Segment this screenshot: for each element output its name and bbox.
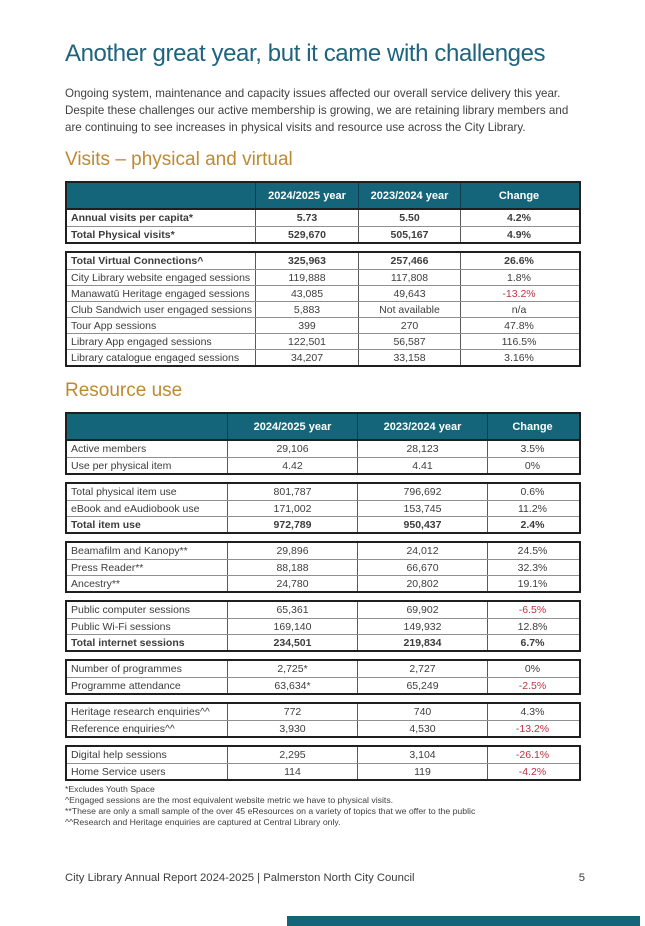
table-row (67, 317, 579, 333)
cell-change: -6.5% (487, 602, 577, 618)
cell-change: 32.3% (487, 560, 577, 575)
row-label: Digital help sessions (71, 749, 167, 761)
row-label: Home Service users (71, 765, 166, 778)
row-label: Public computer sessions (71, 604, 191, 616)
cell-v1: 972,789 (227, 517, 357, 532)
column-header (67, 183, 255, 208)
table-row (67, 543, 579, 559)
row-label: Tour App sessions (71, 319, 157, 332)
cell-v1: 43,085 (255, 286, 358, 301)
cell-v2: 28,123 (357, 441, 487, 457)
table-row (67, 210, 579, 226)
cell-v1: 801,787 (227, 484, 357, 500)
table-row (67, 441, 579, 457)
cell-v1: 29,896 (227, 543, 357, 559)
table-group (65, 600, 581, 652)
table-row (67, 575, 579, 591)
cell-v2: 119 (357, 764, 487, 779)
cell-v1: 119,888 (255, 270, 358, 285)
column-header: 2023/2024 year (357, 414, 487, 439)
table-group (65, 541, 581, 593)
row-label: Total item use (71, 518, 141, 531)
cell-v2: 117,808 (358, 270, 460, 285)
table-row (67, 253, 579, 269)
cell-change: -13.2% (460, 286, 577, 301)
table-row (67, 333, 579, 349)
cell-change: 26.6% (460, 253, 577, 269)
row-label: Annual visits per capita* (71, 212, 193, 224)
table-row (67, 618, 579, 634)
row-label: Use per physical item (71, 459, 172, 472)
table-header-row (65, 181, 581, 208)
cell-v2: 3,104 (357, 747, 487, 763)
cell-change: 1.8% (460, 270, 577, 285)
cell-change: 4.9% (460, 227, 577, 242)
table-group (65, 482, 581, 534)
cell-v1: 3,930 (227, 721, 357, 736)
cell-v1: 169,140 (227, 619, 357, 634)
cell-v2: 24,012 (357, 543, 487, 559)
table-row (67, 747, 579, 763)
section-heading: Resource use (65, 380, 183, 401)
table-group (65, 439, 581, 475)
cell-v1: 772 (227, 704, 357, 720)
cell-v2: 4.41 (357, 458, 487, 473)
row-label: Heritage research enquiries^^ (71, 706, 210, 718)
table-row (67, 285, 579, 301)
row-label: Club Sandwich user engaged sessions (71, 303, 252, 316)
column-header: Change (460, 183, 577, 208)
row-label: eBook and eAudiobook use (71, 502, 200, 515)
cell-change: -4.2% (487, 764, 577, 779)
row-label: Reference enquiries^^ (71, 722, 175, 735)
row-label: Programme attendance (71, 679, 181, 692)
bottom-accent-bar (287, 916, 640, 926)
row-label: Manawatū Heritage engaged sessions (71, 287, 250, 300)
cell-v2: 505,167 (358, 227, 460, 242)
cell-v2: 69,902 (357, 602, 487, 618)
cell-v1: 2,295 (227, 747, 357, 763)
cell-v1: 34,207 (255, 350, 358, 365)
row-label: Ancestry** (71, 577, 121, 590)
table-row (67, 677, 579, 693)
row-label: Total internet sessions (71, 636, 185, 649)
table-group (65, 702, 581, 738)
footnote-line: **These are only a small sample of the over 45 eResources on a variety of topics that we offer to the public (65, 806, 476, 816)
row-label: Press Reader** (71, 561, 144, 574)
table-row (67, 484, 579, 500)
cell-v2: 950,437 (357, 517, 487, 532)
row-label: Active members (71, 443, 147, 455)
cell-v1: 65,361 (227, 602, 357, 618)
table-row (67, 704, 579, 720)
cell-v2: 740 (357, 704, 487, 720)
cell-v1: 24,780 (227, 576, 357, 591)
cell-v2: 270 (358, 318, 460, 333)
table-row (67, 602, 579, 618)
cell-change: 0.6% (487, 484, 577, 500)
cell-v1: 2,725* (227, 661, 357, 677)
cell-v1: 171,002 (227, 501, 357, 516)
column-header: 2023/2024 year (358, 183, 460, 208)
cell-v1: 122,501 (255, 334, 358, 349)
cell-v2: 219,834 (357, 635, 487, 650)
cell-v2: 56,587 (358, 334, 460, 349)
column-header: 2024/2025 year (255, 183, 358, 208)
cell-change: 19.1% (487, 576, 577, 591)
cell-change: -26.1% (487, 747, 577, 763)
row-label: Total physical item use (71, 486, 177, 498)
row-label: Total Physical visits* (71, 228, 175, 241)
table-row (67, 349, 579, 365)
cell-v2: 153,745 (357, 501, 487, 516)
column-header: Change (487, 414, 577, 439)
table-group (65, 251, 581, 367)
footer-text: City Library Annual Report 2024-2025 | Palmerston North City Council (65, 872, 415, 884)
cell-change: 11.2% (487, 501, 577, 516)
footnote-line: *Excludes Youth Space (65, 784, 155, 794)
row-label: Public Wi-Fi sessions (71, 620, 171, 633)
cell-change: n/a (460, 302, 577, 317)
cell-v2: 33,158 (358, 350, 460, 365)
cell-v1: 234,501 (227, 635, 357, 650)
table-header-row (65, 412, 581, 439)
cell-change: 2.4% (487, 517, 577, 532)
table-row (67, 269, 579, 285)
cell-v2: 66,670 (357, 560, 487, 575)
page-title: Another great year, but it came with challenges (65, 40, 546, 67)
cell-v1: 5.73 (255, 210, 358, 226)
cell-v1: 63,634* (227, 678, 357, 693)
cell-v1: 4.42 (227, 458, 357, 473)
footnote-line: ^Engaged sessions are the most equivalent website metric we have to physical visits. (65, 795, 394, 805)
table-row (67, 226, 579, 242)
row-label: Number of programmes (71, 663, 182, 675)
data-table (65, 412, 581, 781)
cell-v2: 257,466 (358, 253, 460, 269)
table-group (65, 745, 581, 781)
table-group (65, 659, 581, 695)
cell-change: 6.7% (487, 635, 577, 650)
cell-change: 24.5% (487, 543, 577, 559)
report-sections (65, 149, 580, 781)
row-label: City Library website engaged sessions (71, 271, 251, 284)
cell-v2: 4,530 (357, 721, 487, 736)
column-header: 2024/2025 year (227, 414, 357, 439)
cell-v1: 5,883 (255, 302, 358, 317)
section-heading: Visits – physical and virtual (65, 149, 293, 170)
cell-change: 116.5% (460, 334, 577, 349)
page-number: 5 (578, 872, 585, 884)
cell-v1: 325,963 (255, 253, 358, 269)
table-row (67, 720, 579, 736)
cell-change: 12.8% (487, 619, 577, 634)
page-footer (65, 872, 585, 884)
footnote-line: ^^Research and Heritage enquiries are captured at Central Library only. (65, 817, 341, 827)
table-row (67, 559, 579, 575)
table-row (67, 661, 579, 677)
cell-v1: 88,188 (227, 560, 357, 575)
cell-change: 4.2% (460, 210, 577, 226)
table-group (65, 208, 581, 244)
table-row (67, 634, 579, 650)
cell-change: 0% (487, 458, 577, 473)
cell-change: 3.5% (487, 441, 577, 457)
cell-v1: 399 (255, 318, 358, 333)
cell-change: 3.16% (460, 350, 577, 365)
intro-paragraph: Ongoing system, maintenance and capacity issues affected our overall service delivery this year. Despite these challenges our active membership is growing, we are retaining library members and are continuing to see increases in physical visits and resource use across the City Library. (65, 87, 569, 134)
cell-v2: 5.50 (358, 210, 460, 226)
cell-change: 0% (487, 661, 577, 677)
cell-v2: 149,932 (357, 619, 487, 634)
footnotes (65, 784, 580, 828)
cell-v2: 796,692 (357, 484, 487, 500)
cell-v1: 29,106 (227, 441, 357, 457)
cell-v2: 20,802 (357, 576, 487, 591)
cell-v2: 49,643 (358, 286, 460, 301)
cell-v1: 114 (227, 764, 357, 779)
cell-change: -2.5% (487, 678, 577, 693)
cell-change: 47.8% (460, 318, 577, 333)
data-table (65, 181, 581, 367)
table-row (67, 500, 579, 516)
row-label: Total Virtual Connections^ (71, 255, 204, 267)
cell-v1: 529,670 (255, 227, 358, 242)
row-label: Library App engaged sessions (71, 335, 212, 348)
table-row (67, 457, 579, 473)
column-header (67, 414, 227, 439)
cell-v2: 65,249 (357, 678, 487, 693)
cell-v2: Not available (358, 302, 460, 317)
cell-v2: 2,727 (357, 661, 487, 677)
table-row (67, 301, 579, 317)
table-row (67, 516, 579, 532)
row-label: Beamafilm and Kanopy** (71, 545, 188, 557)
cell-change: 4.3% (487, 704, 577, 720)
table-row (67, 763, 579, 779)
row-label: Library catalogue engaged sessions (71, 351, 240, 364)
cell-change: -13.2% (487, 721, 577, 736)
